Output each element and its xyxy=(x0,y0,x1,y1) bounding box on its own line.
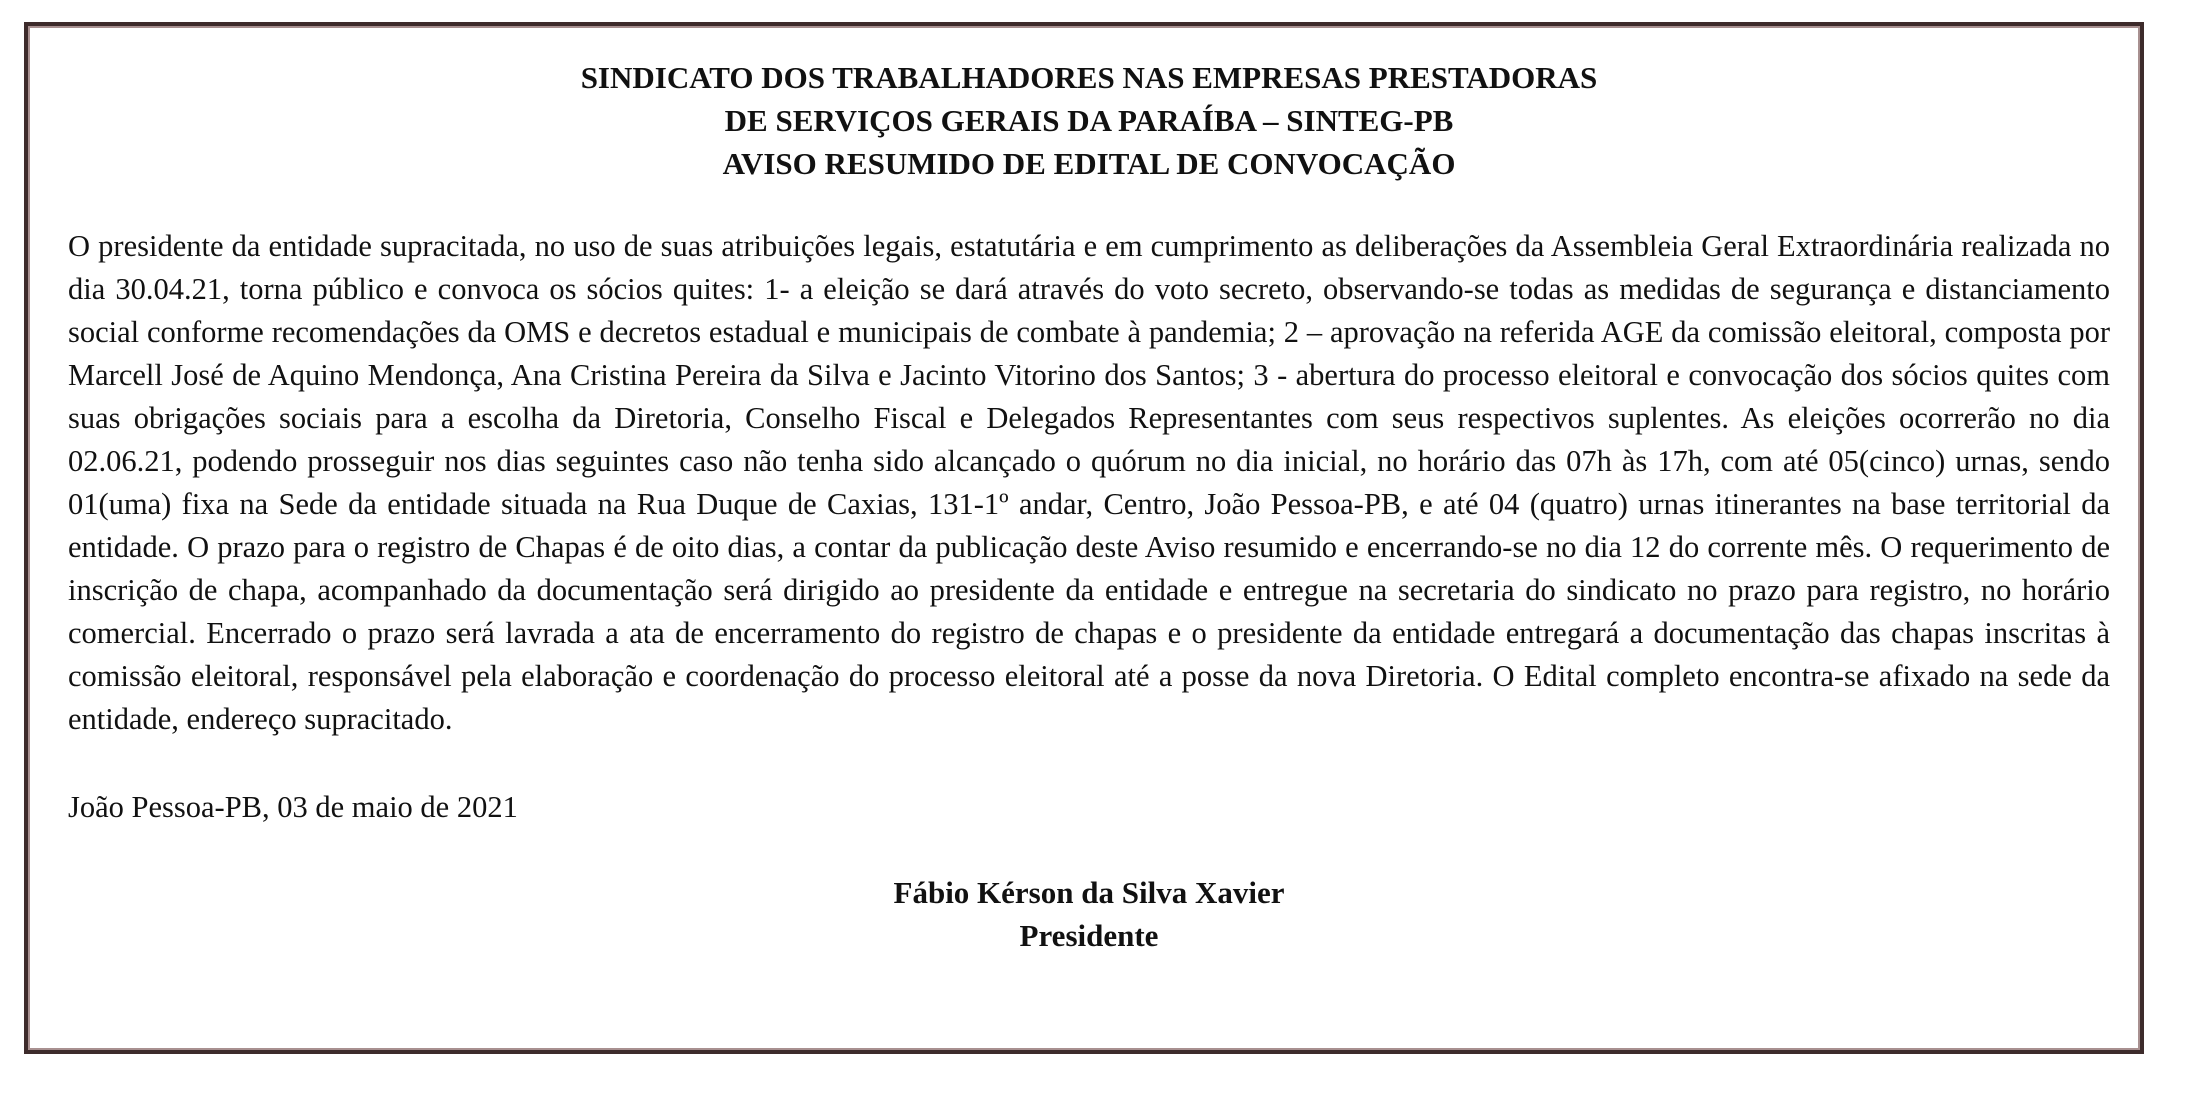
heading-line-notice-title: AVISO RESUMIDO DE EDITAL DE CONVOCAÇÃO xyxy=(722,146,1456,181)
notice-body-paragraph: O presidente da entidade supracitada, no uso de suas atribuições legais, estatutária e em cumprimento as deliberações da Assembleia Geral Extraordinária realizada no dia 30.04.21, torna público e convoca os sócios quites: 1- a eleição se dará através do voto secreto, observando-se todas as medidas de segurança e distanciamento social conforme recomendações da OMS e decretos estadual e municipais de combate à pandemia; 2 – aprovação na referida AGE da comissão eleitoral, composta por Marcell José de Aquino Mendonça, Ana Cristina Pereira da Silva e Jacinto Vitorino dos Santos; 3 - abertura do processo eleitoral e convocação dos sócios quites com suas obrigações sociais para a escolha da Diretoria, Conselho Fiscal e Delegados Representantes com seus respectivos suplentes. As eleições ocorrerão no dia 02.06.21, podendo prosseguir nos dias seguintes caso não tenha sido alcançado o quórum no dia inicial, no horário das 07h às 17h, com até 05(cinco) urnas, sendo 01(uma) fixa na Sede da entidade situada na Rua Duque de Caxias, 131-1º andar, Centro, João Pessoa-PB, e até 04 (quatro) urnas itinerantes na base territorial da entidade. O prazo para o registro de Chapas é de oito dias, a contar da publicação deste Aviso resumido e encerrando-se no dia 12 do corrente mês. O requerimento de inscrição de chapa, acompanhado da documentação será dirigido ao presidente da entidade e entregue na secretaria do sindicato no prazo para registro, no horário comercial. Encerrado o prazo será lavrada a ata de encerramento do registro de chapas e o presidente da entidade entregará a documentação das chapas inscritas à comissão eleitoral, responsável pela elaboração e coordenação do processo eleitoral até a posse da nova Diretoria. O Edital completo encontra-se afixado na sede da entidade, endereço supracitado. xyxy=(68,229,2110,736)
signatory-name: Fábio Kérson da Silva Xavier xyxy=(893,875,1285,910)
signature-block xyxy=(68,871,2110,957)
notice-heading xyxy=(68,56,2110,185)
signatory-title: Presidente xyxy=(1019,918,1159,953)
heading-line-union-name: SINDICATO DOS TRABALHADORES NAS EMPRESAS PRESTADORAS xyxy=(580,60,1598,95)
notice-document xyxy=(68,56,2110,957)
notice-frame xyxy=(24,22,2144,1054)
notice-date-line: João Pessoa-PB, 03 de maio de 2021 xyxy=(68,790,518,824)
heading-line-union-region: DE SERVIÇOS GERAIS DA PARAÍBA – SINTEG-PB xyxy=(724,103,1454,138)
